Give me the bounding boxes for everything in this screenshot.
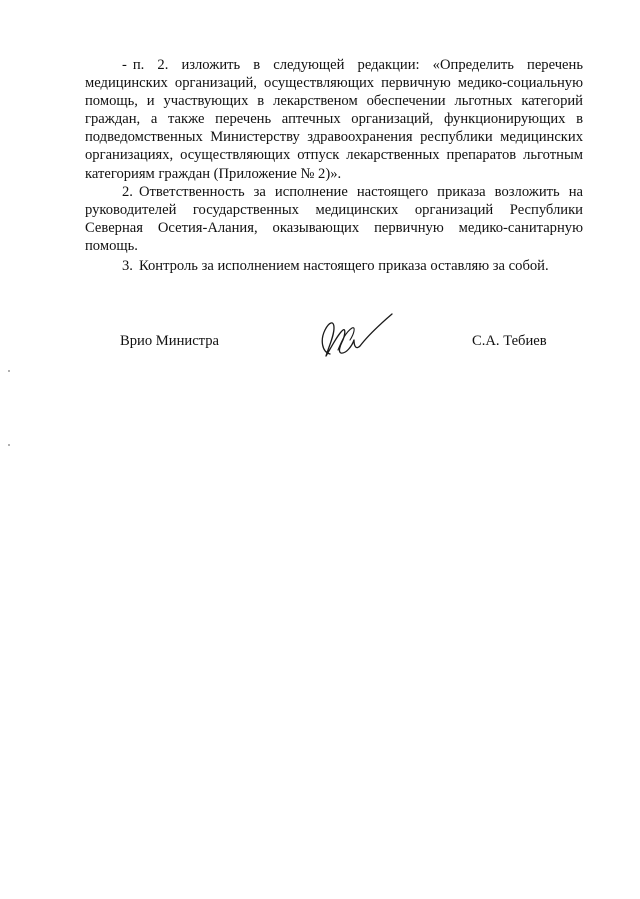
scan-mark [8,370,10,372]
document-body [85,56,583,275]
paragraph-number: 3. [122,258,133,275]
signer-name: С.А. Тебиев [472,333,547,349]
signer-position: Врио Министра [120,333,219,349]
paragraph-marker: - [122,57,127,73]
paragraph-number: 2. [122,183,133,200]
paragraph-3 [85,257,583,275]
handwritten-signature [308,306,398,366]
paragraph-text: Контроль за исполнением настоящего приказа оставляю за собой. [138,258,549,275]
paragraph-text: Ответственность за исполнение настоящего приказа возложить на руководителей государственных медицинских организаций Республики Северная Осетия-Алания, оказывающих первичную медико-санитарную помощь. [85,183,583,254]
paragraph-2 [85,183,583,255]
paragraph-text: п. 2. изложить в следующей редакции: «Определить перечень медицинских организаций, осуществляющих первичную медико-социальную помощь, и участвующих в лекарственом обеспечении льготных категорий граждан, а также перечень аптечных организаций, функционирующих в подведомственных Министерству здравоохранения республики медицинских организациях, осуществляющих отпуск лекарственных препаратов льготным категориям граждан (Приложение № 2)». [85,57,583,182]
paragraph-amendment [85,56,583,183]
scan-mark [8,444,10,446]
